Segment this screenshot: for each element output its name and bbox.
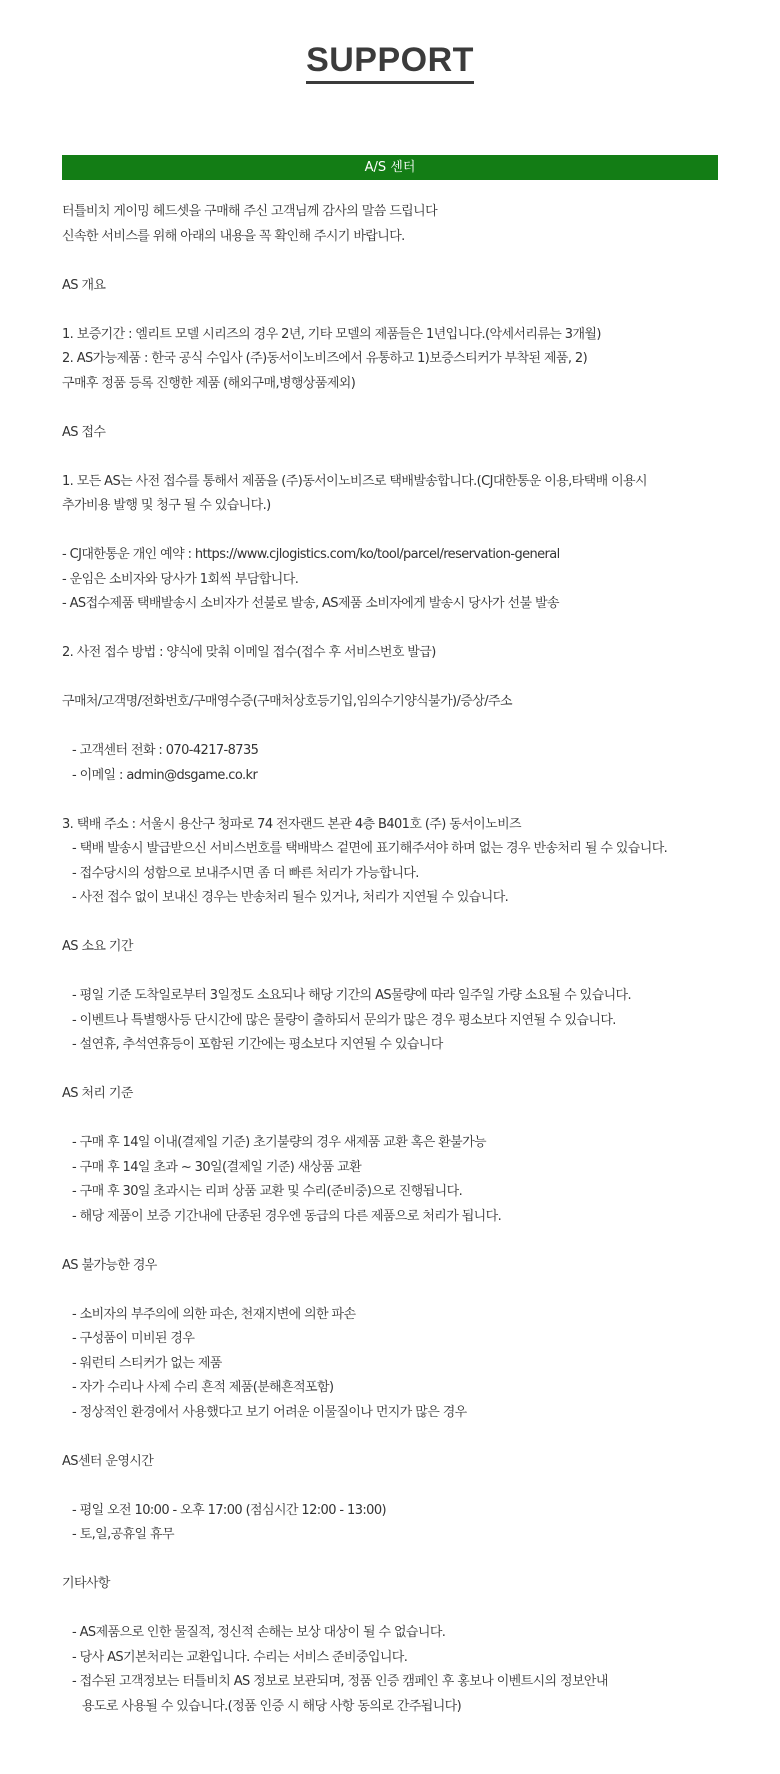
text-line: - CJ대한통운 개인 예약 : https://www.cjlogistics.com/ko/tool/parcel/reservation-general xyxy=(62,547,560,562)
text-line: - 운임은 소비자와 당사가 1회씩 부담합니다. xyxy=(62,571,299,587)
text-line: - 사전 접수 없이 보내신 경우는 반송처리 될수 있거나, 처리가 지연될 수 있습니다. xyxy=(72,890,509,905)
text-line: 구매처/고객명/전화번호/구매영수증(구매처상호등기입,임의수기양식불가)/증상/주소 xyxy=(62,694,512,709)
text-line: AS 소요 기간 xyxy=(62,939,133,954)
support-content xyxy=(62,200,762,1719)
blank-line xyxy=(62,1548,762,1573)
text-line: - 이메일 : admin@dsgame.co.kr xyxy=(72,767,258,783)
blank-line xyxy=(62,617,762,642)
blank-line xyxy=(62,911,762,936)
blank-line xyxy=(62,715,762,740)
text-line: - 평일 기준 도착일로부터 3일정도 소요되나 해당 기간의 AS물량에 따라 일주일 가량 소요될 수 있습니다. xyxy=(72,988,632,1003)
blank-line xyxy=(62,788,762,813)
text-line: AS 불가능한 경우 xyxy=(62,1257,157,1273)
as-center-header-bar: A/S 센터 xyxy=(62,155,718,180)
blank-line xyxy=(62,960,762,985)
blank-line xyxy=(62,396,762,421)
text-line: - 택배 발송시 발급받으신 서비스번호를 택배박스 겉면에 표기해주셔야 하며 없는 경우 반송처리 될 수 있습니다. xyxy=(72,841,668,856)
blank-line xyxy=(62,1278,762,1303)
blank-line xyxy=(62,298,762,323)
text-line: - 자가 수리나 사제 수리 흔적 제품(분해흔적포함) xyxy=(72,1380,334,1395)
text-line: - AS접수제품 택배발송시 소비자가 선불로 발송, AS제품 소비자에게 발송시 당사가 선불 발송 xyxy=(62,596,559,611)
text-line: - 평일 오전 10:00 - 오후 17:00 (점심시간 12:00 - 13:00) xyxy=(72,1502,386,1518)
text-line: 1. 보증기간 : 엘리트 모델 시리즈의 경우 2년, 기타 모델의 제품들은 1년입니다.(악세서리류는 3개월) xyxy=(62,326,601,342)
text-line: - 접수된 고객정보는 터틀비치 AS 정보로 보관되며, 정품 인증 캠페인 후 홍보나 이벤트시의 정보안내 xyxy=(72,1674,608,1689)
blank-line xyxy=(62,445,762,470)
blank-line xyxy=(62,1107,762,1132)
text-line: 신속한 서비스를 위해 아래의 내용을 꼭 확인해 주시기 바랍니다. xyxy=(62,228,405,244)
text-line: AS 개요 xyxy=(62,277,106,293)
blank-line xyxy=(62,1229,762,1254)
text-line: - 구매 후 14일 초과 ~ 30일(결제일 기준) 새상품 교환 xyxy=(72,1159,362,1175)
text-line: - 고객센터 전화 : 070-4217-8735 xyxy=(72,743,259,758)
text-line: 기타사항 xyxy=(62,1576,110,1591)
text-line: 2. 사전 접수 방법 : 양식에 맞춰 이메일 접수(접수 후 서비스번호 발급) xyxy=(62,645,436,660)
text-line: 터틀비치 게이밍 헤드셋을 구매해 주신 고객님께 감사의 말씀 드립니다 xyxy=(62,204,438,219)
blank-line xyxy=(62,1597,762,1622)
text-line: - 접수당시의 성함으로 보내주시면 좀 더 빠른 처리가 가능합니다. xyxy=(72,865,419,881)
text-line: 1. 모든 AS는 사전 접수를 통해서 제품을 (주)동서이노비즈로 택배발송합니다.(CJ대한통운 이용,타택배 이용시 xyxy=(62,473,647,489)
text-line: - 구매 후 14일 이내(결제일 기준) 초기불량의 경우 새제품 교환 혹은 환불가능 xyxy=(72,1135,487,1150)
text-line: 용도로 사용될 수 있습니다.(정품 인증 시 해당 사항 동의로 간주됩니다) xyxy=(82,1698,462,1714)
text-line: AS 처리 기준 xyxy=(62,1086,133,1101)
text-line: - 구성품이 미비된 경우 xyxy=(72,1331,195,1346)
text-line: AS 접수 xyxy=(62,424,106,440)
text-line: - 해당 제품이 보증 기간내에 단종된 경우엔 동급의 다른 제품으로 처리가 됩니다. xyxy=(72,1208,502,1224)
text-line: 3. 택배 주소 : 서울시 용산구 청파로 74 전자랜드 본관 4층 B401호 (주) 동서이노비즈 xyxy=(62,816,522,832)
page-title xyxy=(0,40,780,80)
text-line: 2. AS가능제품 : 한국 공식 수입사 (주)동서이노비즈에서 유통하고 1)보증스티커가 부착된 제품, 2) xyxy=(62,351,588,366)
blank-line xyxy=(62,1474,762,1499)
text-line: AS센터 운영시간 xyxy=(62,1453,154,1469)
blank-line xyxy=(62,519,762,544)
text-line: - 이벤트나 특별행사등 단시간에 많은 물량이 출하되서 문의가 많은 경우 평소보다 지연될 수 있습니다. xyxy=(72,1012,616,1028)
text-line: - AS제품으로 인한 물질적, 정신적 손해는 보상 대상이 될 수 없습니다. xyxy=(72,1625,446,1640)
blank-line xyxy=(62,666,762,691)
text-line: 추가비용 발행 및 청구 될 수 있습니다.) xyxy=(62,498,271,513)
text-line: - 구매 후 30일 초과시는 리퍼 상품 교환 및 수리(준비중)으로 진행됩니다. xyxy=(72,1184,463,1199)
text-line: - 당사 AS기본처리는 교환입니다. 수리는 서비스 준비중입니다. xyxy=(72,1649,408,1665)
text-line: - 소비자의 부주의에 의한 파손, 천재지변에 의한 파손 xyxy=(72,1306,356,1322)
page-title-text: SUPPORT xyxy=(306,41,474,84)
blank-line xyxy=(62,1425,762,1450)
blank-line xyxy=(62,249,762,274)
blank-line xyxy=(62,1058,762,1083)
text-line: - 워런티 스티커가 없는 제품 xyxy=(72,1355,222,1371)
text-line: - 토,일,공휴일 휴무 xyxy=(72,1527,174,1542)
text-line: - 정상적인 환경에서 사용했다고 보기 어려운 이물질이나 먼지가 많은 경우 xyxy=(72,1404,467,1420)
text-line: 구매후 정품 등록 진행한 제품 (해외구매,병행상품제외) xyxy=(62,375,356,391)
text-line: - 설연휴, 추석연휴등이 포함된 기간에는 평소보다 지연될 수 있습니다 xyxy=(72,1037,443,1052)
